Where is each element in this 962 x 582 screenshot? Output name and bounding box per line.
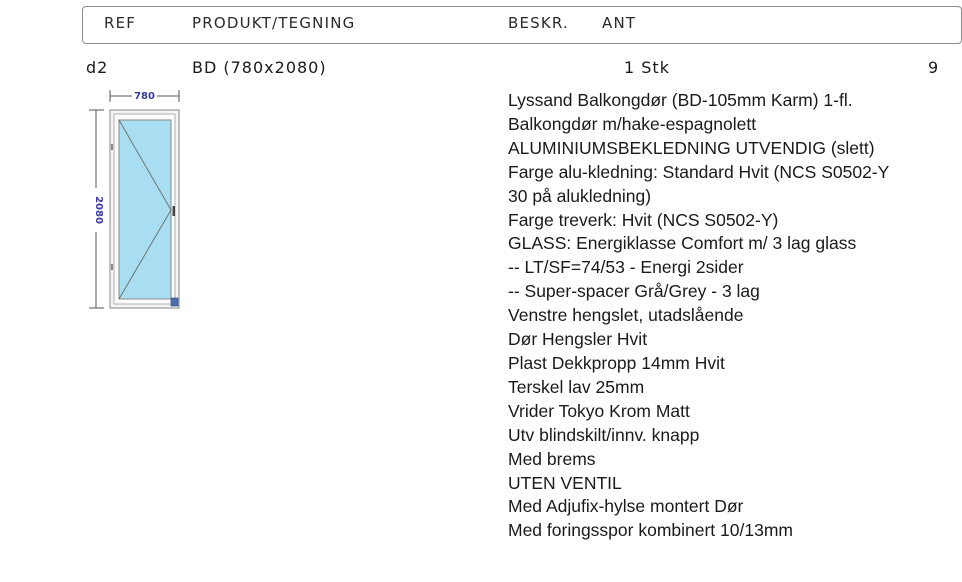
door-drawing bbox=[86, 86, 186, 312]
description-line: 30 på alukledning) bbox=[508, 185, 652, 206]
description-line: Lyssand Balkongdør (BD-105mm Karm) 1-fl. bbox=[508, 90, 853, 110]
item-ant: 1 Stk bbox=[624, 58, 670, 77]
header-produkt: PRODUKT/TEGNING bbox=[192, 14, 356, 32]
description-line: Farge alu-kledning: Standard Hvit (NCS S0502-Y bbox=[508, 161, 890, 182]
description-line: Med brems bbox=[508, 448, 596, 469]
width-dimension-label: 780 bbox=[134, 91, 155, 102]
description-line: Plast Dekkpropp 14mm Hvit bbox=[508, 352, 725, 373]
description-line: GLASS: Energiklasse Comfort m/ 3 lag glass bbox=[508, 233, 857, 254]
header-ant: ANT bbox=[602, 14, 637, 32]
description-line: Med Adjufix-hylse montert Dør bbox=[508, 496, 744, 517]
description-line: Med foringsspor kombinert 10/13mm bbox=[508, 520, 793, 541]
description-line: Dør Hengsler Hvit bbox=[508, 329, 648, 350]
description-line: Utv blindskilt/innv. knapp bbox=[508, 424, 700, 445]
description-line: Farge treverk: Hvit (NCS S0502-Y) bbox=[508, 209, 779, 230]
description-line: UTEN VENTIL bbox=[508, 472, 622, 493]
door-glass bbox=[119, 120, 171, 299]
hinge-icon bbox=[111, 144, 113, 150]
item-ref: d2 bbox=[86, 58, 109, 77]
description-line: Venstre hengslet, utadslående bbox=[508, 305, 744, 326]
handle-icon bbox=[173, 206, 176, 216]
header-beskr: BESKR. bbox=[508, 14, 569, 32]
corner-marker-icon bbox=[171, 298, 178, 306]
description-line: -- LT/SF=74/53 - Energi 2sider bbox=[508, 257, 744, 278]
height-dimension-label: 2080 bbox=[93, 196, 104, 224]
description-line: Balkongdør m/hake-espagnolett bbox=[508, 113, 757, 134]
description-list bbox=[508, 89, 889, 543]
hinge-icon bbox=[111, 264, 113, 270]
description-line: ALUMINIUMSBEKLEDNING UTVENDIG (slett) bbox=[508, 137, 875, 158]
header-ref: REF bbox=[104, 14, 137, 32]
item-extra: 9 bbox=[928, 58, 940, 77]
description-line: Terskel lav 25mm bbox=[508, 376, 645, 397]
item-produkt: BD (780x2080) bbox=[192, 58, 327, 77]
description-line: Vrider Tokyo Krom Matt bbox=[508, 400, 690, 421]
description-line: -- Super-spacer Grå/Grey - 3 lag bbox=[508, 281, 760, 302]
